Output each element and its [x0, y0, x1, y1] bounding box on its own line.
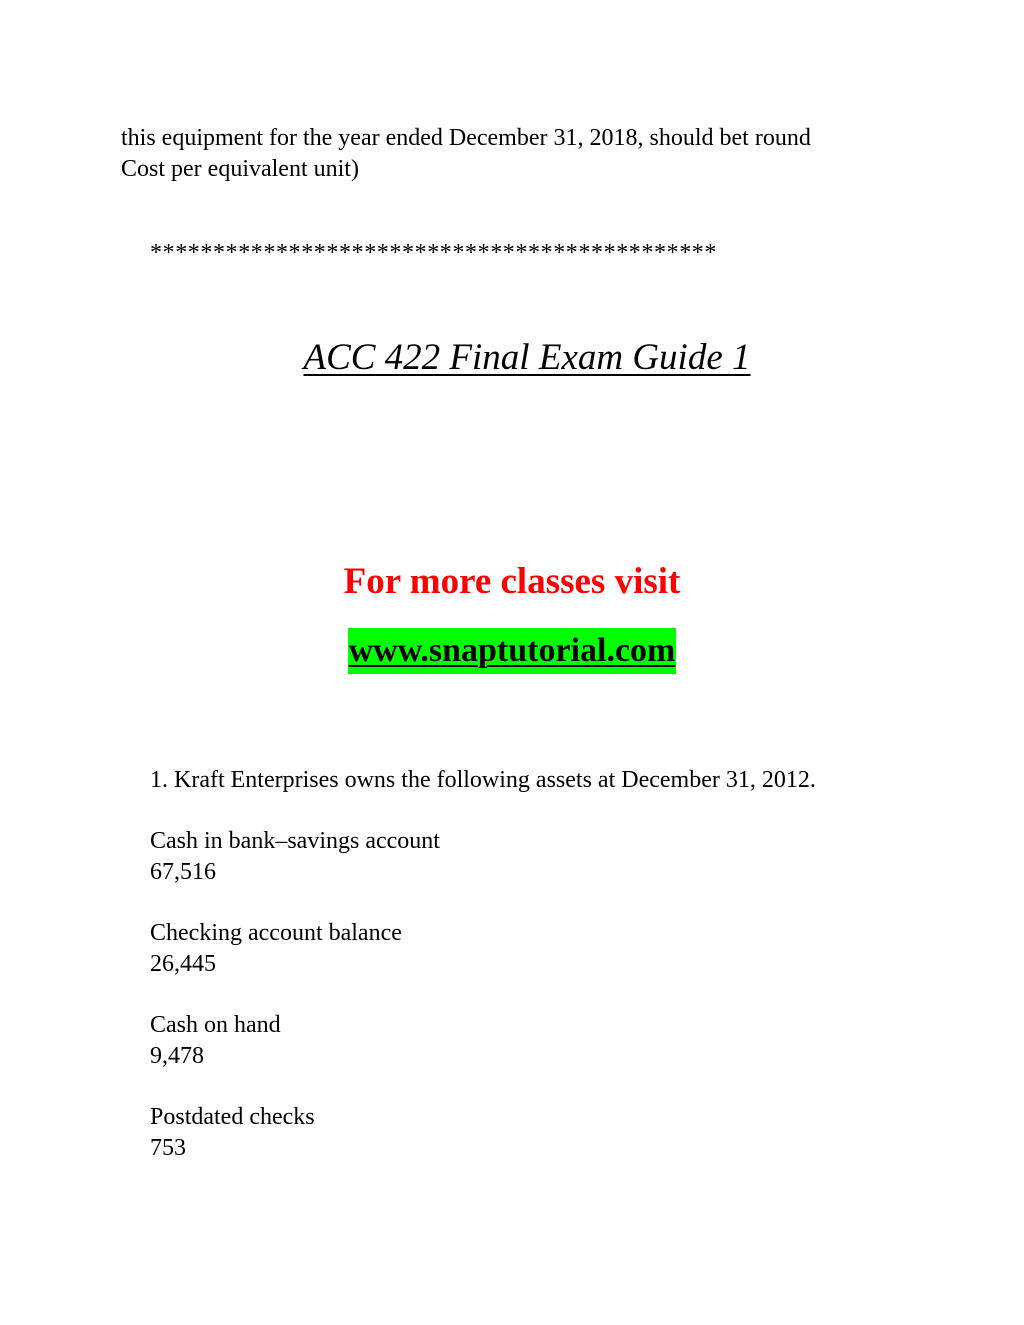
intro-line-1: this equipment for the year ended December 31, 2018, should bet round	[121, 125, 811, 151]
asset-value: 753	[150, 1135, 186, 1161]
asterisk-separator: *********************************************	[150, 240, 717, 266]
promo-link-container	[0, 628, 1024, 674]
asset-item	[150, 1102, 315, 1164]
asset-label: Checking account balance	[150, 920, 402, 946]
asset-label: Postdated checks	[150, 1104, 315, 1130]
asset-label: Cash on hand	[150, 1012, 281, 1038]
asset-value: 9,478	[150, 1043, 204, 1069]
asset-item	[150, 918, 402, 980]
intro-line-2: Cost per equivalent unit)	[121, 156, 359, 182]
asset-value: 26,445	[150, 951, 216, 977]
question-prompt: 1. Kraft Enterprises owns the following assets at December 31, 2012.	[150, 767, 816, 793]
snaptutorial-link[interactable]: www.snaptutorial.com	[348, 628, 677, 674]
asset-value: 67,516	[150, 859, 216, 885]
document-title: ACC 422 Final Exam Guide 1	[303, 337, 751, 378]
asset-item	[150, 826, 440, 888]
promo-heading: For more classes visit	[343, 561, 681, 602]
intro-paragraph	[121, 123, 811, 185]
asset-item	[150, 1010, 281, 1072]
asset-label: Cash in bank–savings account	[150, 828, 440, 854]
